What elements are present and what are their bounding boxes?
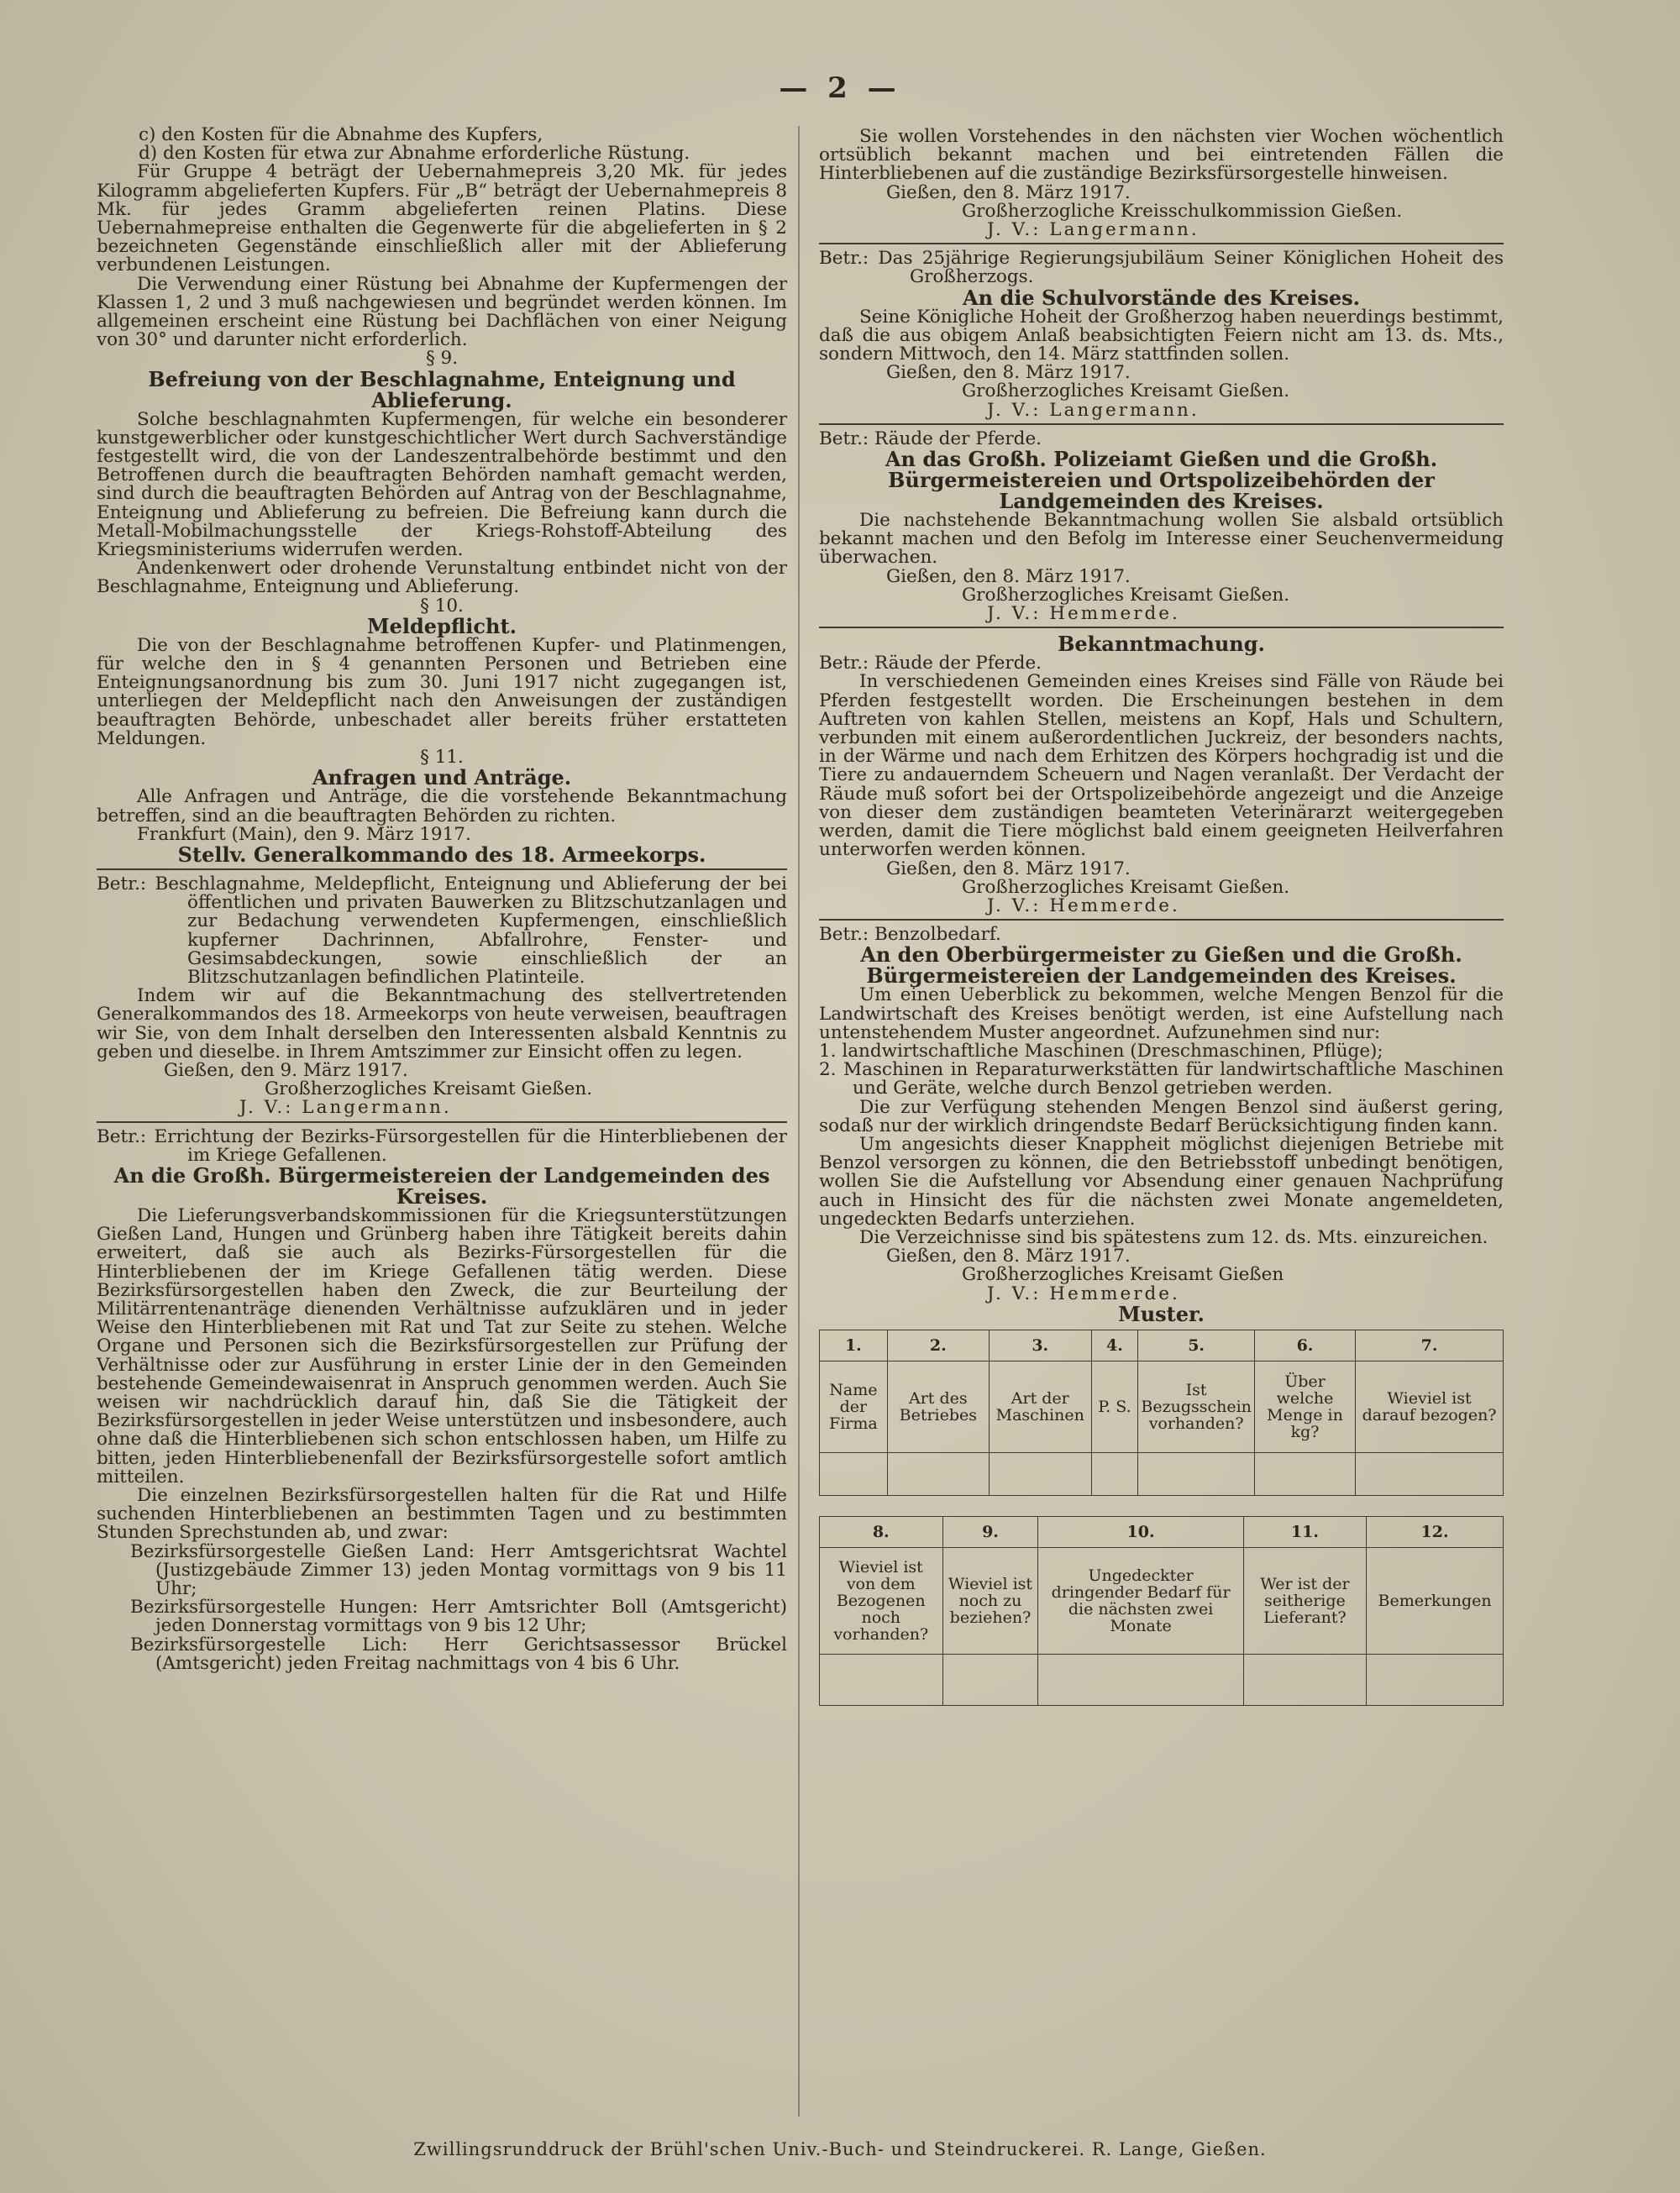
dateline: Gießen, den 9. März 1917. [164, 1059, 408, 1081]
table-cell [887, 1452, 989, 1495]
column-header: Wer ist der seitherige Lieferant? [1243, 1547, 1367, 1654]
section-number: § 10. [420, 595, 464, 616]
address-line: An das Großh. Polizeiamt Gießen und die Großh. Bürgermeistereien und Ortspolizeibehörden der Landgemeinden des Kreises. [885, 447, 1438, 514]
paragraph: Die nachstehende Bekanntmachung wollen Sie alsbald ortsüblich bekannt machen und den Befolg im Interesse einer Seuchenvermeidung überwachen. [819, 510, 1504, 569]
column-header: Art der Maschinen [989, 1361, 1091, 1452]
column-header: Wieviel ist noch zu beziehen? [942, 1547, 1038, 1654]
section-number: § 9. [425, 348, 459, 370]
section-number: § 11. [420, 747, 464, 769]
list-item: 1. landwirtschaftliche Maschinen (Dreschmaschinen, Pflüge); [819, 1040, 1383, 1062]
section-title: Meldepflicht. [367, 613, 517, 638]
section-title: Anfragen und Anträge. [312, 765, 572, 790]
column-header: Name der Firma [820, 1361, 888, 1452]
betr-line: Betr.: Räude der Pferde. [819, 428, 1042, 449]
signature: J. V.: Langermann. [987, 399, 1200, 421]
table-cell [820, 1654, 943, 1705]
column-number: 8. [820, 1516, 943, 1547]
signature: J. V.: Hemmerde. [987, 603, 1180, 625]
table-cell [1038, 1654, 1243, 1705]
paragraph: Solche beschlagnahmten Kupfermengen, für welche ein besonderer kunstgewerblicher oder kunstgeschichtlicher Wert durch Sachverständige festgestellt wird, die von der Landeszentralbehörde bestimmt und den Betroffenen durch die beauftragten Behörden namhaft gemacht werden, sind durch die beauftragten Behörden auf Antrag von der Beschlagnahme, Enteignung und Ablieferung zu befreien. Die Befreiung kann durch die Metall-Mobilmachungsstelle der Kriegs-Rohstoff-Abteilung des Kriegsministeriums widerrufen werden. [97, 408, 787, 561]
muster-table-2 [819, 1516, 1504, 1706]
column-header: Art des Betriebes [887, 1361, 989, 1452]
paragraph: d) den Kosten für etwa zur Abnahme erforderliche Rüstung. [139, 143, 690, 165]
column-header: Wieviel ist darauf bezogen? [1356, 1361, 1504, 1452]
column-number: 11. [1243, 1516, 1367, 1547]
paragraph: Alle Anfragen und Anträge, die die vorstehende Bekanntmachung betreffen, sind an die beauftragten Behörden zu richten. [97, 786, 787, 826]
paragraph: Um einen Ueberblick zu bekommen, welche Mengen Benzol für die Landwirtschaft des Kreises benötigt werden, ist eine Aufstellung nach untenstehendem Muster angeordnet. Aufzunehmen sind nur: [819, 984, 1504, 1043]
authority: Stellv. Generalkommando des 18. Armeekorps. [177, 842, 706, 867]
paragraph: c) den Kosten für die Abnahme des Kupfers, [139, 124, 543, 145]
paragraph: Sie wollen Vorstehendes in den nächsten vier Wochen wöchentlich ortsüblich bekannt machen und bei eintretenden Fällen die Hinterbliebenen auf die zuständige Bezirksfürsorgestelle hinweisen. [819, 126, 1504, 185]
column-header: Wieviel ist von dem Bezogenen noch vorhanden? [820, 1547, 943, 1654]
address-line: An die Schulvorstände des Kreises. [963, 285, 1360, 310]
table-cell [1356, 1452, 1504, 1495]
table-cell [1243, 1654, 1367, 1705]
section-rule [819, 243, 1504, 244]
signature: J. V.: Langermann. [987, 219, 1200, 241]
muster-table-1 [819, 1330, 1504, 1496]
betr-line: Betr.: Räude der Pferde. [819, 653, 1042, 674]
left-column [97, 126, 787, 1673]
section-rule [819, 423, 1504, 425]
section-rule [819, 919, 1504, 921]
section-title: Befreiung von der Beschlagnahme, Enteignung und Ablieferung. [148, 366, 736, 412]
column-number: 12. [1367, 1516, 1504, 1547]
address-line: An die Großh. Bürgermeistereien der Landgemeinden des Kreises. [113, 1162, 770, 1209]
column-number: 7. [1356, 1330, 1504, 1361]
signature: J. V.: Hemmerde. [987, 895, 1180, 916]
paragraph: Die zur Verfügung stehenden Mengen Benzol sind äußerst gering, sodaß nur der wirklich dringendste Bedarf Berücksichtigung finden kann. [819, 1096, 1504, 1136]
dateline: Gießen, den 8. März 1917. [886, 362, 1131, 384]
list-item: Bezirksfürsorgestelle Gießen Land: Herr Amtsgerichtsrat Wachtel (Justizgebäude Zimmer 13) jeden Montag vormittags von 9 bis 11 Uhr; [130, 1540, 787, 1600]
column-header: Ist Bezugsschein vorhanden? [1138, 1361, 1255, 1452]
list-item: 2. Maschinen in Reparaturwerkstätten für landwirtschaftliche Maschinen und Geräte, welche durch Benzol getrieben werden. [819, 1059, 1504, 1099]
paragraph: Die Verwendung einer Rüstung bei Abnahme der Kupfermengen der Klassen 1, 2 und 3 muß nachgewiesen und begründet werden können. Im allgemeinen erscheint eine Rüstung bei Dachflächen von einer Neigung von 30° und darunter nicht erforderlich. [97, 273, 787, 351]
dateline: Gießen, den 8. März 1917. [886, 858, 1131, 879]
signature: J. V.: Hemmerde. [987, 1283, 1180, 1304]
section-rule [819, 627, 1504, 628]
paragraph: Um angesichts dieser Knappheit möglichst diejenigen Betriebe mit Benzol versorgen zu können, die den Betriebsstoff unbedingt benötigen, wollen Sie die Aufstellung vor Absendung einer genauen Nachprüfung auch in Hinsicht des für die nächsten zwei Monate angemeldeten, ungedeckten Bedarfs unterziehen. [819, 1133, 1504, 1230]
betr-line: Betr.: Beschlagnahme, Meldepflicht, Enteignung und Ablieferung der bei öffentlichen und privaten Bauwerken zu Blitzschutzanlagen und zur Bedachung verwendeten Kupfermengen, einschließlich kupferner Dachrinnen, Abfallrohre, Fenster- und Gesimsabdeckungen, sowie einschließlich der an Blitzschutzanlagen befindlichen Platinteile. [97, 873, 787, 988]
authority: Großherzogliches Kreisamt Gießen [962, 1264, 1284, 1286]
authority: Großherzogliche Kreisschulkommission Gießen. [962, 200, 1403, 222]
paragraph: Die Lieferungsverbandskommissionen für die Kriegsunterstützungen Gießen Land, Hungen und Grünberg haben ihre Tätigkeit bereits dahin erweitert, daß sie auch als Bezirks-Fürsorgestellen für die Hinterbliebenen der im Kriege Gefallenen tätig werden. Diese Bezirksfürsorgestellen haben den Zweck, die zur Beurteilung der Militärrentenanträge dienenden Verhältnisse aufzuklären und in jeder Weise den Hinterbliebenen mit Rat und Tat zur Seite zu stehen. Welche Organe und Personen sich die Bezirksfürsorgestellen zur Prüfung der Verhältnisse oder zur Ausführung in erster Linie der in den Gemeinden bestehende Gemeindewaisenrat in Anspruch genommen werden. Auch Sie weisen wir nachdrücklich darauf hin, daß Sie die Tätigkeit der Bezirksfürsorgestellen in jeder Weise unterstützen und insbesondere, auch ohne daß die Hinterbliebenen sich schon entschlossen haben, um Hilfe zu bitten, jeden Hinterbliebenenfall der Bezirksfürsorgestelle sofort amtlich mitteilen. [97, 1204, 787, 1487]
table-cell [820, 1452, 888, 1495]
column-number: 3. [989, 1330, 1091, 1361]
paragraph: Andenkenwert oder drohende Verunstaltung entbindet nicht von der Beschlagnahme, Enteignung und Ablieferung. [97, 558, 787, 598]
table-cell [942, 1654, 1038, 1705]
paragraph: Indem wir auf die Bekanntmachung des stellvertretenden Generalkommandos des 18. Armeekorps von heute verweisen, beauftragen wir Sie, von dem Inhalt derselben den Interessenten alsbald Kenntnis zu geben und dieselbe. in Ihrem Amtszimmer zur Einsicht offen zu legen. [97, 985, 787, 1062]
paragraph: Seine Königliche Hoheit der Großherzog haben neuerdings bestimmt, daß die aus obigem Anlaß beabsichtigten Feiern nicht am 13. ds. Mts., sondern Mittwoch, den 14. März stattfinden sollen. [819, 306, 1504, 365]
paragraph: In verschiedenen Gemeinden eines Kreises sind Fälle von Räude bei Pferden festgestellt worden. Die Erscheinungen bestehen in dem Auftreten von kahlen Stellen, meistens an Kopf, Hals und Schultern, verbunden mit einem außerordentlichen Juckreiz, der besonders nachts, in der Wärme und nach dem Erhitzen des Körpers hochgradig ist und die Tiere zu andauerndem Scheuern und Nagen veranlaßt. Der Verdacht der Räude muß sofort bei der Ortspolizeibehörde angezeigt und die Anzeige von dieser dem zuständigen beamteten Veterinärarzt weitergegeben werden, damit die Tiere möglichst bald einem geeigneten Heilverfahren unterworfen werden können. [819, 671, 1504, 861]
column-divider [798, 126, 800, 2117]
authority: Großherzogliches Kreisamt Gießen. [962, 876, 1290, 898]
muster-title: Muster. [1118, 1301, 1205, 1326]
paragraph: Für Gruppe 4 beträgt der Uebernahmepreis 3,20 Mk. für jedes Kilogramm abgelieferten Kupfers. Für „B“ beträgt der Uebernahmepreis 8 Mk. für jedes Gramm abgelieferten reinen Platins. Diese Uebernahmepreise enthalten die Gegenwerte für die abgelieferten in § 2 bezeichneten Gegenstände einschließlich aller mit der Ablieferung verbundenen Leistungen. [97, 161, 787, 276]
table-cell [989, 1452, 1091, 1495]
authority: Großherzogliches Kreisamt Gießen. [962, 380, 1290, 402]
dateline: Gießen, den 8. März 1917. [886, 565, 1131, 587]
betr-line: Betr.: Errichtung der Bezirks-Fürsorgestellen für die Hinterbliebenen der im Kriege Gefallenen. [97, 1125, 787, 1166]
address-line: An den Oberbürgermeister zu Gießen und die Großh. Bürgermeistereien der Landgemeinden des Kreises. [860, 942, 1462, 989]
paragraph: Die Verzeichnisse sind bis spätestens zum 12. ds. Mts. einzureichen. [859, 1226, 1488, 1248]
column-number: 4. [1091, 1330, 1138, 1361]
right-column [819, 128, 1504, 1706]
signature: J. V.: Langermann. [239, 1097, 452, 1119]
column-number: 6. [1254, 1330, 1355, 1361]
betr-line: Betr.: Benzolbedarf. [819, 924, 1001, 946]
column-header: P. S. [1091, 1361, 1138, 1452]
column-number: 9. [942, 1516, 1038, 1547]
column-header: Bemerkungen [1367, 1547, 1504, 1654]
printer-imprint: Zwillingsrunddruck der Brühl'schen Univ.-Buch- und Steindruckerei. R. Lange, Gießen. [413, 2139, 1267, 2159]
column-number: 5. [1138, 1330, 1255, 1361]
dateline: Frankfurt (Main), den 9. März 1917. [137, 823, 471, 845]
dateline: Gießen, den 8. März 1917. [886, 181, 1131, 203]
page-number: — 2 — [779, 71, 901, 105]
column-number: 10. [1038, 1516, 1243, 1547]
notice-title: Bekanntmachung. [1058, 632, 1265, 657]
paragraph: Die einzelnen Bezirksfürsorgestellen halten für die Rat und Hilfe suchenden Hinterbliebenen an bestimmten Tagen und zu bestimmten Stunden Sprechstunden ab, und zwar: [97, 1485, 787, 1544]
table-cell [1254, 1452, 1355, 1495]
section-rule [97, 868, 787, 870]
list-item: Bezirksfürsorgestelle Lich: Herr Gerichtsassessor Brückel (Amtsgericht) jeden Freitag nachmittags von 4 bis 6 Uhr. [130, 1634, 787, 1674]
paragraph: Die von der Beschlagnahme betroffenen Kupfer- und Platinmengen, für welche den in § 4 genannten Personen und Betrieben eine Enteignungsanordnung bis zum 30. Juni 1917 nicht zugegangen ist, unterliegen der Meldepflicht nach den Anweisungen der zuständigen beauftragten Behörde, unbeschadet aller bereits früher erstatteten Meldungen. [97, 634, 787, 749]
authority: Großherzogliches Kreisamt Gießen. [265, 1078, 593, 1100]
column-header: Über welche Menge in kg? [1254, 1361, 1355, 1452]
column-header: Ungedeckter dringender Bedarf für die nächsten zwei Monate [1038, 1547, 1243, 1654]
column-number: 1. [820, 1330, 888, 1361]
dateline: Gießen, den 8. März 1917. [886, 1246, 1131, 1267]
betr-line: Betr.: Das 25jährige Regierungsjubiläum Seiner Königlichen Hoheit des Großherzogs. [819, 248, 1504, 288]
table-cell [1367, 1654, 1504, 1705]
list-item: Bezirksfürsorgestelle Hungen: Herr Amtsrichter Boll (Amtsgericht) jeden Donnerstag vormittags von 9 bis 12 Uhr; [130, 1597, 787, 1637]
table-gap [819, 1496, 1504, 1511]
item-list [819, 1042, 1504, 1099]
authority: Großherzogliches Kreisamt Gießen. [962, 584, 1290, 606]
column-number: 2. [887, 1330, 989, 1361]
section-rule [97, 1121, 787, 1123]
table-cell [1091, 1452, 1138, 1495]
table-cell [1138, 1452, 1255, 1495]
